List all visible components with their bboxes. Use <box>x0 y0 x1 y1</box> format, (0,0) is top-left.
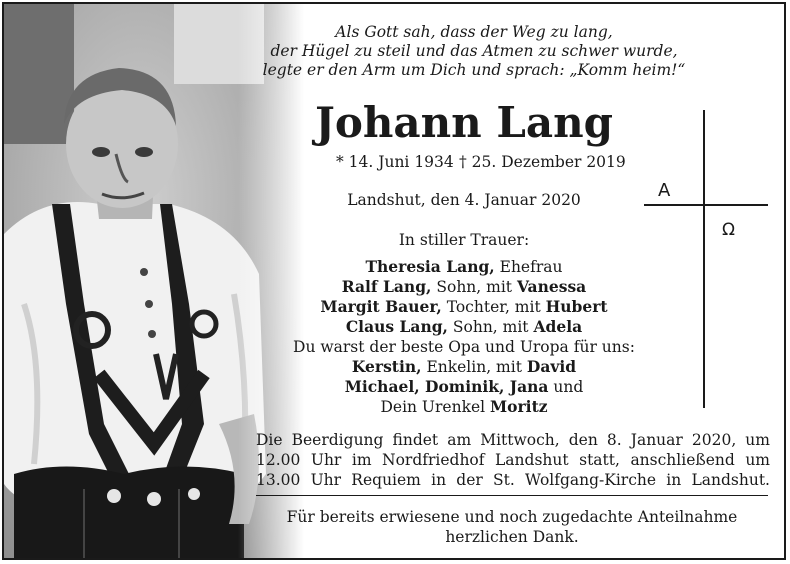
family-member: Ralf Lang, Sohn, mit Vanessa <box>341 277 587 296</box>
death-date: † 25. Dezember 2019 <box>459 153 626 171</box>
deceased-name: Johann Lang <box>315 98 613 147</box>
place-date: Landshut, den 4. Januar 2020 <box>347 191 581 209</box>
family-list <box>254 257 674 337</box>
funeral-info: Die Beerdigung findet am Mittwoch, den 8. Januar 2020, um 12.00 Uhr im Nordfriedhof Landshut statt, anschließend um 13.00 Uhr Requiem in der St. Wolfgang-Kirche in Landshut. <box>256 431 770 489</box>
thanks-line: herzlichen Dank. <box>445 528 579 546</box>
mourning-header: In stiller Trauer: <box>398 231 530 249</box>
grandchild: Dein Urenkel Moritz <box>380 397 548 416</box>
verse-line: legte er den Arm um Dich und sprach: „Komm heim!“ <box>262 61 686 79</box>
verse <box>239 23 709 80</box>
family-member: Theresia Lang, Ehefrau <box>365 257 563 276</box>
obituary-notice <box>2 2 786 560</box>
divider <box>256 495 768 496</box>
verse-line: Als Gott sah, dass der Weg zu lang, <box>335 23 613 41</box>
grandchildren-list <box>254 338 674 417</box>
cross-icon <box>644 110 768 410</box>
family-member: Margit Bauer, Tochter, mit Hubert <box>320 297 608 316</box>
grandchild: Michael, Dominik, Jana und <box>344 377 584 396</box>
verse-line: der Hügel zu steil und das Atmen zu schwer wurde, <box>270 42 678 60</box>
thanks <box>256 507 768 547</box>
family-member: Claus Lang, Sohn, mit Adela <box>345 317 583 336</box>
birth-date: * 14. Juni 1934 <box>336 153 454 171</box>
thanks-line: Für bereits erwiesene und noch zugedachte Anteilnahme <box>286 508 738 526</box>
omega-icon: Ω <box>722 220 735 240</box>
grandchildren-intro: Du warst der beste Opa und Uropa für uns: <box>293 338 635 356</box>
alpha-icon: A <box>658 180 671 201</box>
grandchild: Kerstin, Enkelin, mit David <box>351 357 577 376</box>
